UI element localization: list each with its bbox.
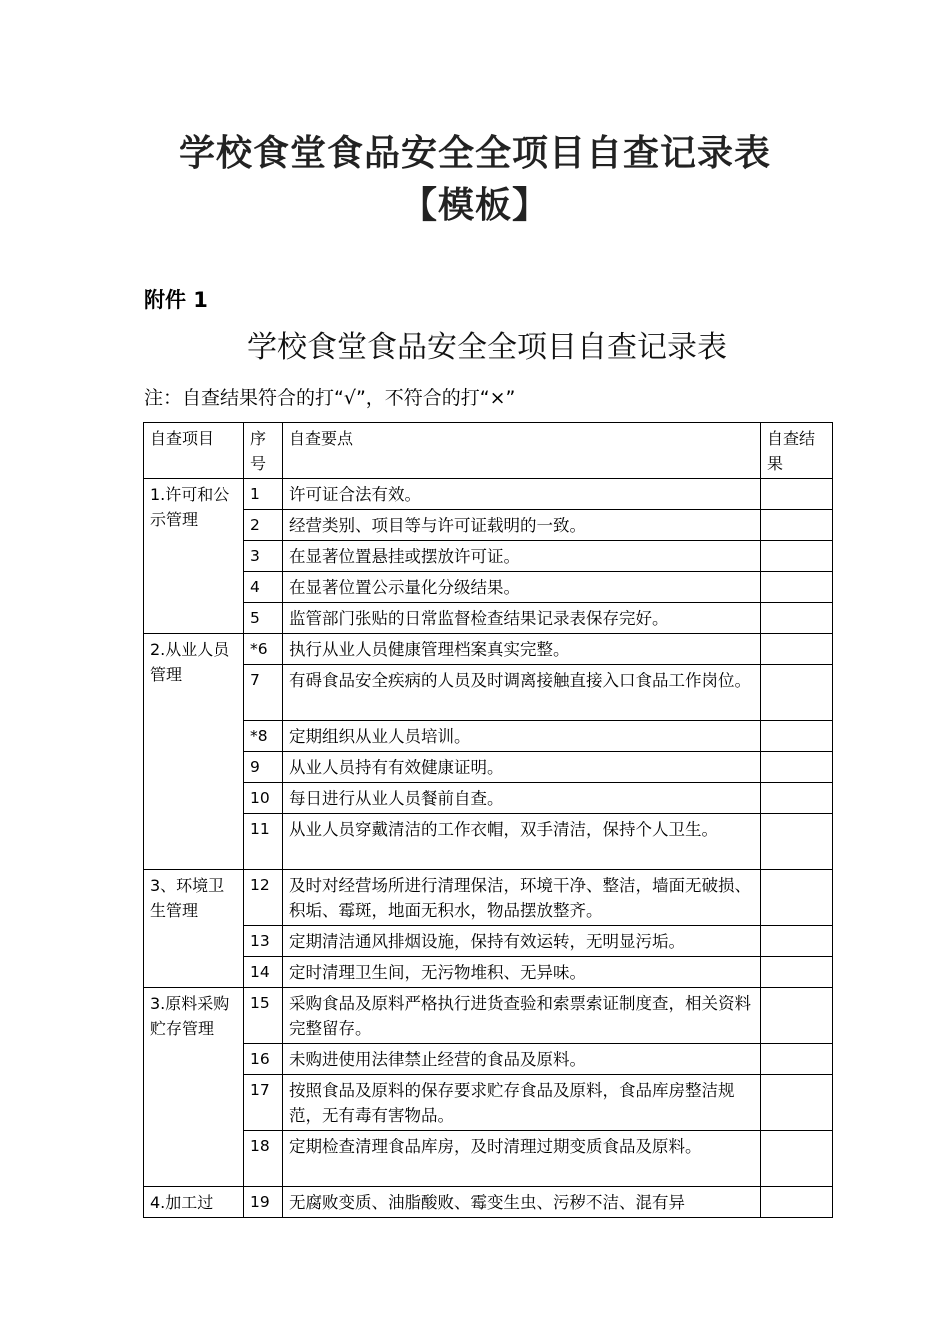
check-point: 从业人员穿戴清洁的工作衣帽，双手清洁，保持个人卫生。 xyxy=(283,814,761,870)
result-cell[interactable] xyxy=(761,752,833,783)
row-number: *8 xyxy=(244,721,283,752)
check-point: 在显著位置悬挂或摆放许可证。 xyxy=(283,541,761,572)
header-point: 自查要点 xyxy=(283,423,761,479)
row-number: 3 xyxy=(244,541,283,572)
check-point: 及时对经营场所进行清理保洁，环境干净、整洁，墙面无破损、积垢、霉斑，地面无积水，物品摆放整齐。 xyxy=(283,870,761,926)
table-row xyxy=(144,1044,833,1075)
check-point: 定时清理卫生间，无污物堆积、无异味。 xyxy=(283,957,761,988)
result-cell[interactable] xyxy=(761,634,833,665)
table-row xyxy=(144,957,833,988)
row-number: 17 xyxy=(244,1075,283,1131)
result-cell[interactable] xyxy=(761,1131,833,1187)
result-cell[interactable] xyxy=(761,926,833,957)
table-row xyxy=(144,988,833,1044)
row-number: 10 xyxy=(244,783,283,814)
result-cell[interactable] xyxy=(761,988,833,1044)
row-number: 1 xyxy=(244,479,283,510)
table-row xyxy=(144,572,833,603)
section-name: 1.许可和公示管理 xyxy=(144,479,244,634)
table-row xyxy=(144,634,833,665)
header-result: 自查结果 xyxy=(761,423,833,479)
table-row xyxy=(144,814,833,870)
result-cell[interactable] xyxy=(761,1044,833,1075)
result-cell[interactable] xyxy=(761,541,833,572)
result-cell[interactable] xyxy=(761,603,833,634)
table-row xyxy=(144,870,833,926)
row-number: 9 xyxy=(244,752,283,783)
row-number: 15 xyxy=(244,988,283,1044)
check-point: 定期组织从业人员培训。 xyxy=(283,721,761,752)
result-cell[interactable] xyxy=(761,1075,833,1131)
result-cell[interactable] xyxy=(761,665,833,721)
result-cell[interactable] xyxy=(761,572,833,603)
table-row xyxy=(144,479,833,510)
row-number: 7 xyxy=(244,665,283,721)
table-row xyxy=(144,926,833,957)
row-number: 5 xyxy=(244,603,283,634)
check-point: 未购进使用法律禁止经营的食品及原料。 xyxy=(283,1044,761,1075)
header-number: 序号 xyxy=(244,423,283,479)
check-point: 定期清洁通风排烟设施，保持有效运转，无明显污垢。 xyxy=(283,926,761,957)
section-name: 4.加工过 xyxy=(144,1187,244,1218)
check-point: 定期检查清理食品库房，及时清理过期变质食品及原料。 xyxy=(283,1131,761,1187)
table-row xyxy=(144,665,833,721)
table-title: 学校食堂食品安全全项目自查记录表 xyxy=(247,330,727,365)
result-cell[interactable] xyxy=(761,479,833,510)
header-item: 自查项目 xyxy=(144,423,244,479)
row-number: 11 xyxy=(244,814,283,870)
check-point: 监管部门张贴的日常监督检查结果记录表保存完好。 xyxy=(283,603,761,634)
table-row xyxy=(144,721,833,752)
row-number: 16 xyxy=(244,1044,283,1075)
check-point: 从业人员持有有效健康证明。 xyxy=(283,752,761,783)
annex-label: 附件 1 xyxy=(144,288,208,312)
document-title: 学校食堂食品安全全项目自查记录表【模板】 xyxy=(178,133,771,226)
check-point: 许可证合法有效。 xyxy=(283,479,761,510)
check-point: 经营类别、项目等与许可证载明的一致。 xyxy=(283,510,761,541)
table-row xyxy=(144,1075,833,1131)
section-name: 3、环境卫生管理 xyxy=(144,870,244,988)
result-cell[interactable] xyxy=(761,721,833,752)
table-row xyxy=(144,1187,833,1218)
section-name: 2.从业人员管理 xyxy=(144,634,244,870)
table-row xyxy=(144,541,833,572)
check-point: 无腐败变质、油脂酸败、霉变生虫、污秽不洁、混有异 xyxy=(283,1187,761,1218)
check-point: 有碍食品安全疾病的人员及时调离接触直接入口食品工作岗位。 xyxy=(283,665,761,721)
row-number: 18 xyxy=(244,1131,283,1187)
result-cell[interactable] xyxy=(761,957,833,988)
section-name: 3.原料采购贮存管理 xyxy=(144,988,244,1187)
table-row xyxy=(144,603,833,634)
row-number: *6 xyxy=(244,634,283,665)
result-cell[interactable] xyxy=(761,1187,833,1218)
table-row xyxy=(144,752,833,783)
row-number: 12 xyxy=(244,870,283,926)
check-point: 按照食品及原料的保存要求贮存食品及原料，食品库房整洁规范，无有毒有害物品。 xyxy=(283,1075,761,1131)
check-point: 采购食品及原料严格执行进货查验和索票索证制度查，相关资料完整留存。 xyxy=(283,988,761,1044)
table-row xyxy=(144,1131,833,1187)
note-text: 注：自查结果符合的打“√”，不符合的打“×” xyxy=(144,387,516,409)
table-row xyxy=(144,783,833,814)
header-row xyxy=(144,423,833,479)
check-point: 执行从业人员健康管理档案真实完整。 xyxy=(283,634,761,665)
result-cell[interactable] xyxy=(761,870,833,926)
check-point: 每日进行从业人员餐前自查。 xyxy=(283,783,761,814)
checklist-table xyxy=(143,422,833,1218)
result-cell[interactable] xyxy=(761,814,833,870)
row-number: 2 xyxy=(244,510,283,541)
row-number: 13 xyxy=(244,926,283,957)
result-cell[interactable] xyxy=(761,510,833,541)
check-point: 在显著位置公示量化分级结果。 xyxy=(283,572,761,603)
table-body xyxy=(144,479,833,1218)
row-number: 4 xyxy=(244,572,283,603)
row-number: 19 xyxy=(244,1187,283,1218)
row-number: 14 xyxy=(244,957,283,988)
table-row xyxy=(144,510,833,541)
result-cell[interactable] xyxy=(761,783,833,814)
